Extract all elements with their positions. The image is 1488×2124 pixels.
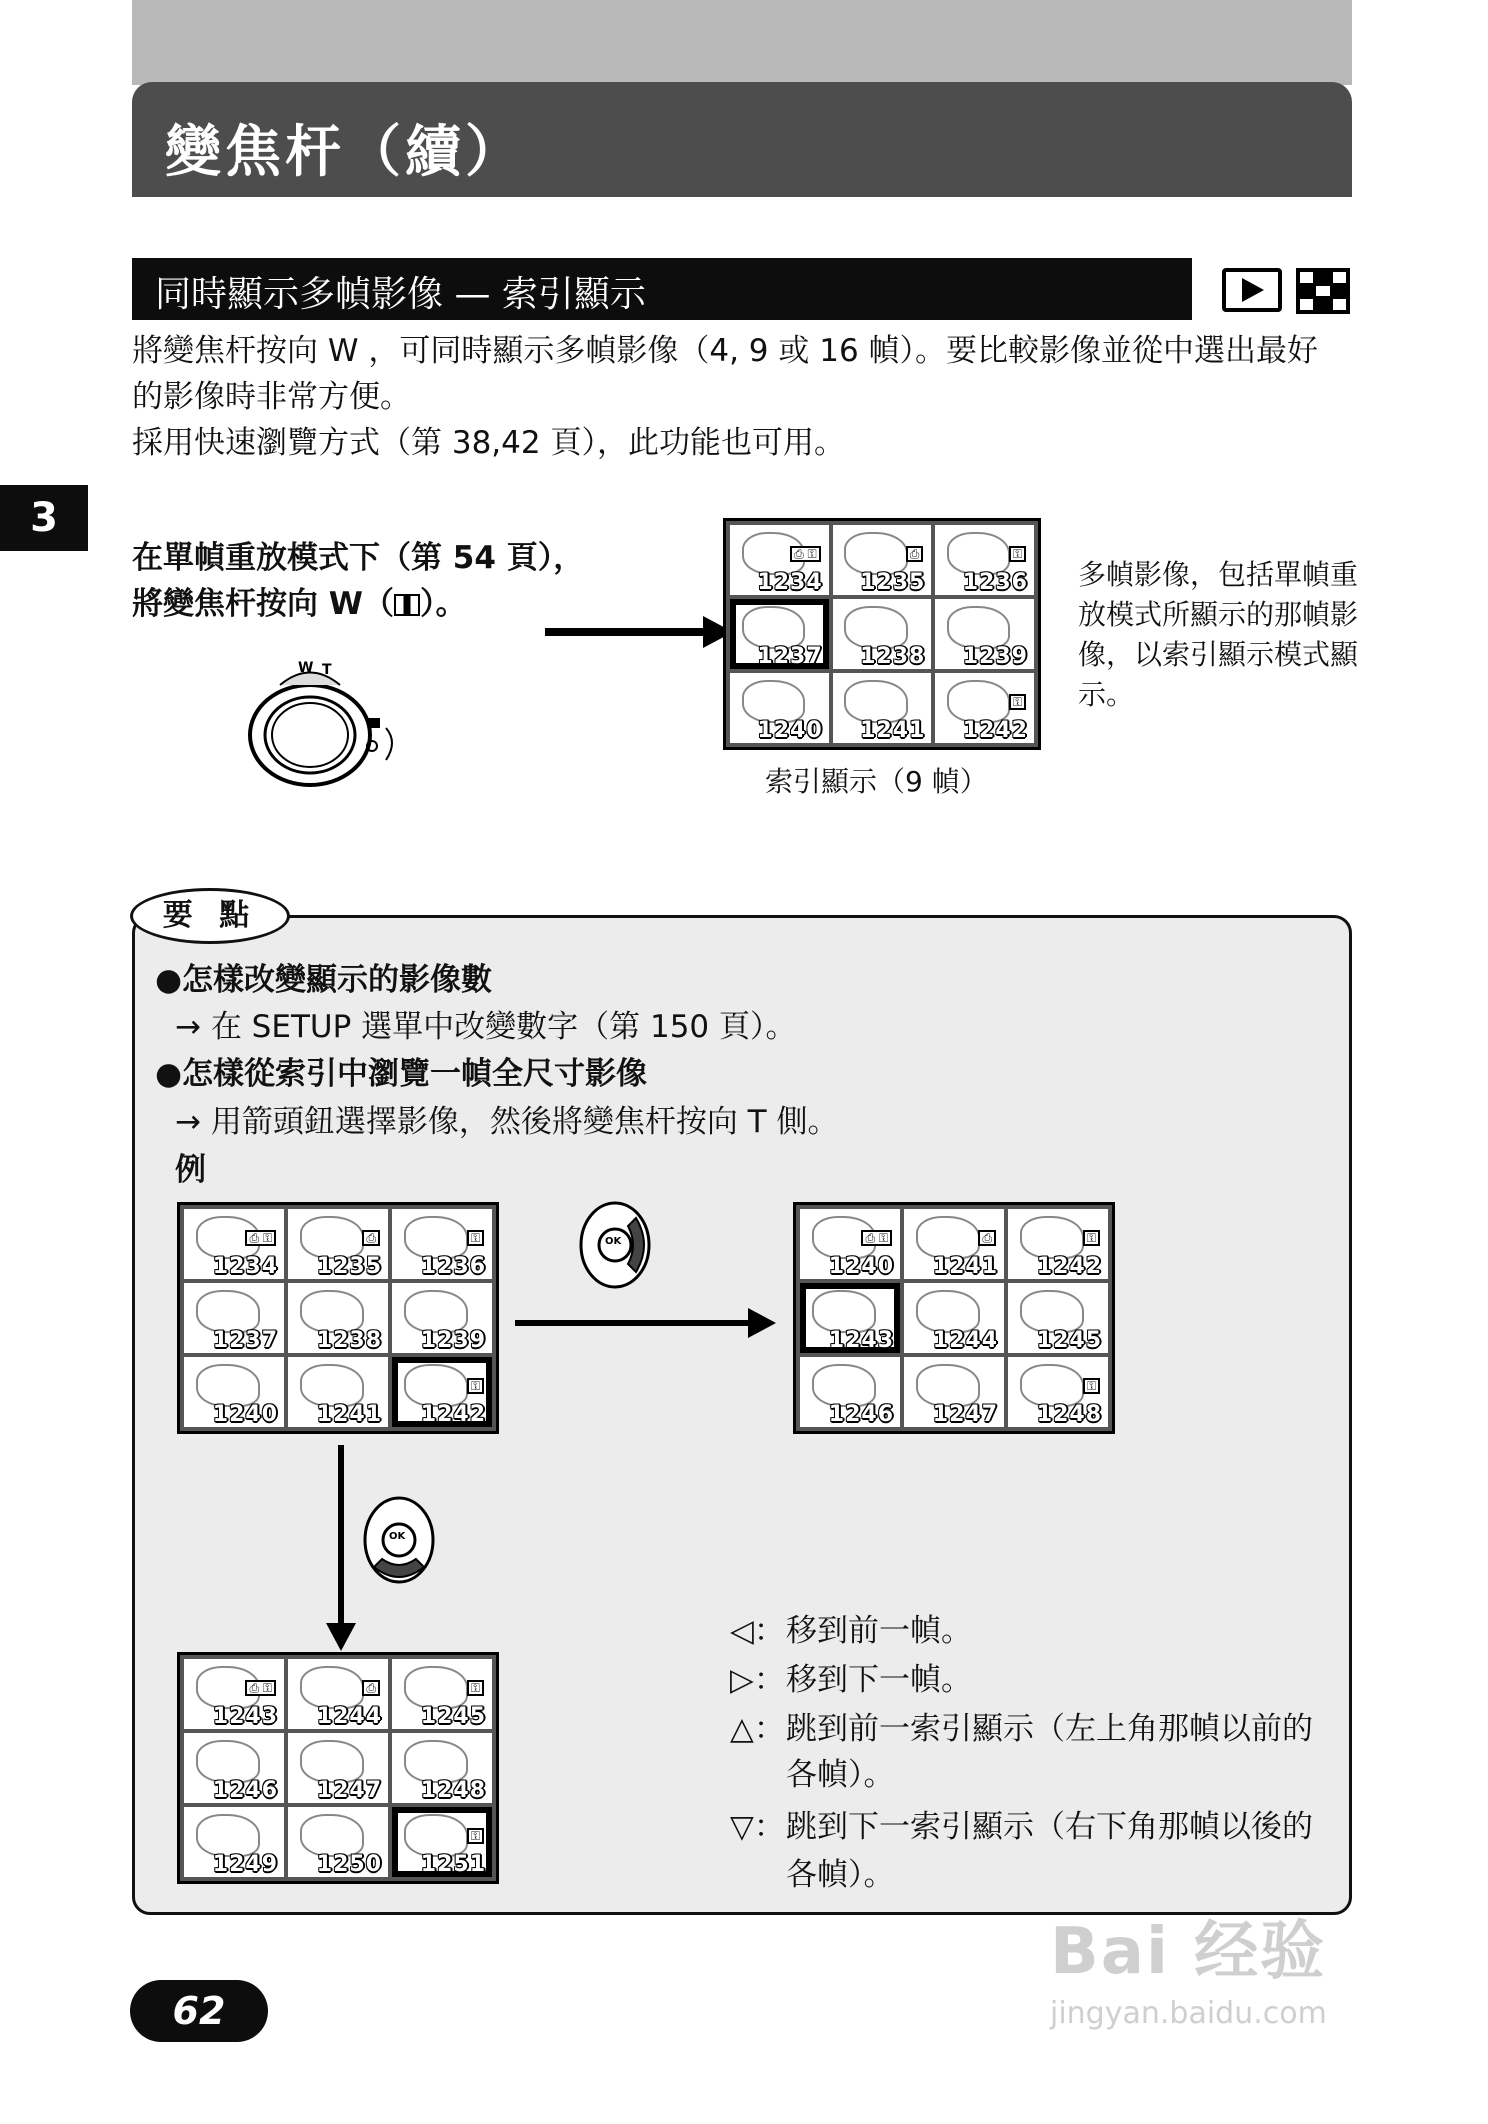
thumbnail: 1241: [833, 673, 932, 743]
watermark-url: jingyan.baidu.com: [1050, 1996, 1327, 2031]
thumbnail: 1240: [730, 673, 829, 743]
side-note-line: 多幀影像，包括單幀重: [1078, 558, 1359, 591]
header-band: [132, 0, 1352, 85]
arrow-down: [338, 1445, 344, 1625]
thumbnail: 1240: [184, 1357, 284, 1427]
example-label: 例: [175, 1152, 206, 1188]
thumbnail: 1241: [288, 1357, 388, 1427]
thumbnail: ⎙ 1244: [288, 1659, 388, 1729]
thumbnail: 1239: [935, 599, 1034, 669]
thumbnail: 1245: [1008, 1283, 1108, 1353]
arrow-right: [515, 1320, 750, 1326]
intro-line-3: 採用快速瀏覽方式（第 38,42 頁），此功能也可用。: [132, 425, 845, 461]
keypoint-answer-2: → 用箭頭鈕選擇影像，然後將變焦杆按向 T 側。: [175, 1104, 839, 1140]
index-mode-icon: [1296, 268, 1350, 314]
svg-text:OK: OK: [389, 1531, 406, 1542]
intro-text: [132, 328, 1362, 466]
thumbnail: ⎙ 1235: [833, 525, 932, 595]
thumbnail: 1246: [800, 1357, 900, 1427]
legend-down: ▽：跳到下一索引顯示（右下角那幀以後的: [730, 1809, 1313, 1845]
lever-w-label: W: [298, 660, 314, 676]
legend-up: △：跳到前一索引顯示（左上角那幀以前的: [730, 1711, 1313, 1747]
index-display-grid: [723, 518, 1041, 750]
dpad-right-icon: [578, 1200, 652, 1290]
thumbnail: 1250: [288, 1807, 388, 1877]
step-line-1: 在單幀重放模式下（第 54 頁），: [132, 540, 585, 576]
baidu-watermark: [1050, 1900, 1410, 2100]
thumbnail: ⚿ 1236: [392, 1209, 492, 1279]
step-instruction: [132, 535, 584, 627]
thumbnail: ⎙ 1235: [288, 1209, 388, 1279]
svg-text:OK: OK: [605, 1236, 622, 1247]
thumbnail-selected: ⚿ 1242: [392, 1357, 492, 1427]
example-grid-c: [177, 1652, 499, 1884]
thumbnail: ⎙ 1241: [904, 1209, 1004, 1279]
example-grid-b: [793, 1202, 1115, 1434]
lever-t-label: T: [322, 662, 332, 678]
keypoint-answer-1: → 在 SETUP 選單中改變數字（第 150 頁）。: [175, 1009, 797, 1045]
keypoint-question-2: ●怎樣從索引中瀏覽一幀全尺寸影像: [155, 1056, 648, 1092]
thumbnail: ⎙ ⚿ 1234: [730, 525, 829, 595]
thumbnail: 1237: [184, 1283, 284, 1353]
keypoint-question-1: ●怎樣改變顯示的影像數: [155, 962, 493, 998]
dpad-down-icon: [362, 1495, 436, 1585]
side-note: [1078, 555, 1358, 715]
legend-left: ◁：移到前一幀。: [730, 1613, 972, 1649]
example-grid-a: [177, 1202, 499, 1434]
thumbnail: ⎙ ⚿ 1243: [184, 1659, 284, 1729]
intro-line-2: 的影像時非常方便。: [132, 379, 411, 415]
thumbnail: ⚿ 1242: [1008, 1209, 1108, 1279]
watermark-logo-text: Bai 经验: [1050, 1915, 1327, 1989]
thumbnail: 1247: [904, 1357, 1004, 1427]
thumbnail: ⚿ 1248: [1008, 1357, 1108, 1427]
thumbnail: 1244: [904, 1283, 1004, 1353]
thumbnail: 1247: [288, 1733, 388, 1803]
keypoint-label: 要 點: [130, 888, 290, 944]
thumbnail: ⚿ 1245: [392, 1659, 492, 1729]
thumbnail: ⚿ 1236: [935, 525, 1034, 595]
index-caption: 索引顯示（9 幀）: [765, 765, 988, 798]
playback-mode-icon: [1222, 268, 1282, 312]
thumbnail: 1238: [833, 599, 932, 669]
thumbnail: ⎙ ⚿ 1234: [184, 1209, 284, 1279]
legend-down-cont: 各幀）。: [786, 1857, 895, 1893]
thumbnail: ⚿ 1242: [935, 673, 1034, 743]
thumbnail: 1248: [392, 1733, 492, 1803]
side-note-line: 示。: [1078, 678, 1135, 711]
intro-line-1: 將變焦杆按向 W ，可同時顯示多幀影像（4, 9 或 16 幀）。要比較影像並從中選出最好: [132, 333, 1319, 369]
step-line-2: 將變焦杆按向 W（ ）。: [132, 586, 467, 622]
index-mode-icon-inline: [394, 594, 420, 616]
legend-right: ▷：移到下一幀。: [730, 1662, 972, 1698]
zoom-lever-illustration: [240, 650, 420, 790]
arrow-to-index: [545, 628, 705, 636]
chapter-tab: 3: [0, 485, 88, 551]
thumbnail: 1239: [392, 1283, 492, 1353]
legend-up-cont: 各幀）。: [786, 1757, 895, 1793]
section-title: 同時顯示多幀影像 — 索引顯示: [155, 274, 646, 315]
page-number: 62: [130, 1980, 268, 2042]
thumbnail-selected: 1237: [730, 599, 829, 669]
thumbnail: 1249: [184, 1807, 284, 1877]
thumbnail-selected: 1243: [800, 1283, 900, 1353]
side-note-line: 放模式所顯示的那幀影: [1078, 598, 1359, 631]
thumbnail: 1238: [288, 1283, 388, 1353]
thumbnail-selected: ⚿ 1251: [392, 1807, 492, 1877]
side-note-line: 像，以索引顯示模式顯: [1078, 638, 1359, 671]
thumbnail: ⎙ ⚿ 1240: [800, 1209, 900, 1279]
thumbnail: 1246: [184, 1733, 284, 1803]
page-title: 變焦杆（續）: [165, 120, 525, 185]
